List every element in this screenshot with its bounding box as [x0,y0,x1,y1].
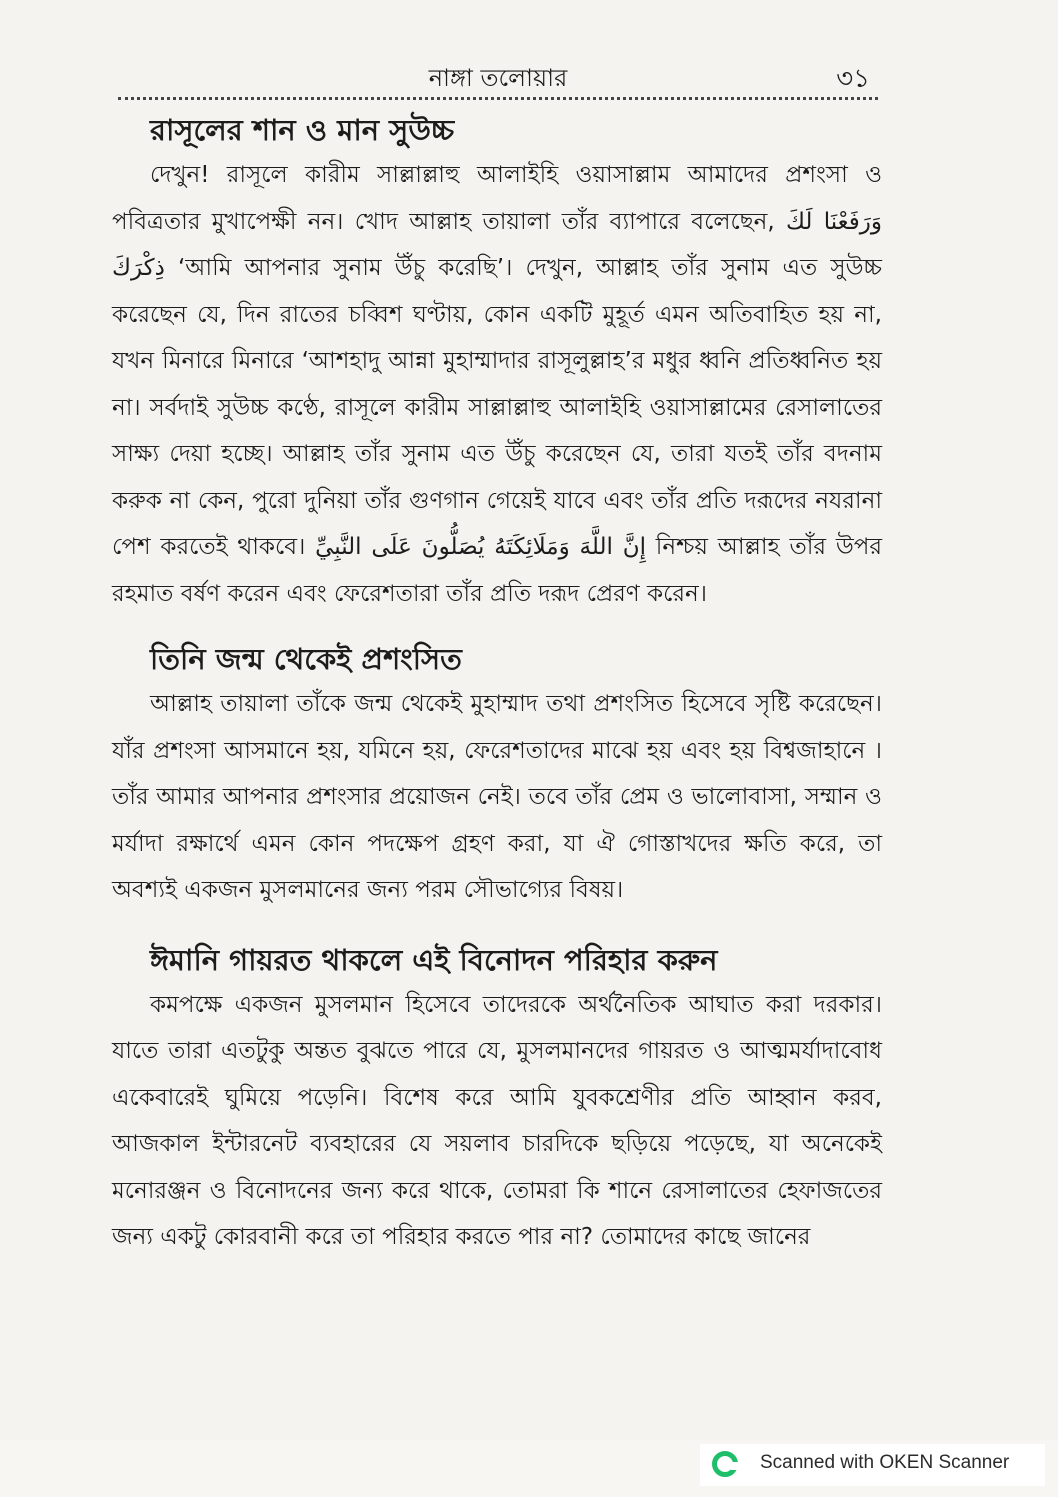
section-heading-1: রাসূলের শান ও মান সুউচ্চ [150,113,455,147]
page-body [112,108,882,1261]
section-paragraph-3: কমপক্ষে একজন মুসলমান হিসেবে তাদেরকে অর্থনৈতিক আঘাত করা দরকার। যাতে তারা এতটুকু অন্তত বুঝতে পারে যে, মুসলমানদের গায়রত ও আত্মমর্যাদাবোধ একেবারেই ঘুমিয়ে পড়েনি। বিশেষ করে আমি যুবকশ্রেণীর প্রতি আহ্বান করব, আজকাল ইন্টারনেট ব্যবহারের যে সয়লাব চারদিকে ছড়িয়ে পড়েছে, যা অনেকেই মনোরঞ্জন ও বিনোদনের জন্য করে থাকে, তোমরা কি শানে রেসালাতের হেফাজতের জন্য একটু কোরবানী করে তা পরিহার করতে পার না? তোমাদের কাছে জানের [112,991,882,1250]
scanner-watermark-text: Scanned with OKEN Scanner [760,1452,1010,1473]
running-header [118,58,878,98]
scanner-watermark [700,1444,1045,1486]
header-divider [118,97,878,100]
section-heading-2: তিনি জন্ম থেকেই প্রশংসিত [150,642,462,676]
section-paragraph-2: আল্লাহ তায়ালা তাঁকে জন্ম থেকেই মুহাম্মাদ তথা প্রশংসিত হিসেবে সৃষ্টি করেছেন। যাঁর প্রশংসা আসমানে হয়, যমিনে হয়, ফেরেশতাদের মাঝে হয় এবং হয় বিশ্বজাহানে । তাঁর আমার আপনার প্রশংসার প্রয়োজন নেই। তবে তাঁর প্রেম ও ভালোবাসা, সম্মান ও মর্যাদা রক্ষার্থে এমন কোন পদক্ষেপ গ্রহণ করা, যা ঐ গোস্তাখদের ক্ষতি করে, তা অবশ্যই একজন মুসলমানের জন্য পরম সৌভাগ্যের বিষয়। [112,691,882,903]
section-heading-3: ঈমানি গায়রত থাকলে এই বিনোদন পরিহার করুন [150,942,718,977]
section-paragraph-1: দেখুন! রাসূলে কারীম সাল্লাল্লাহু আলাইহি ওয়াসাল্লাম আমাদের প্রশংসা ও পবিত্রতার মুখাপেক্ষী নন। খোদ আল্লাহ তায়ালা তাঁর ব্যাপারে বলেছেন, وَرَفَعْنَا لَكَ ذِكْرَكَ ‘আমি আপনার সুনাম উঁচু করেছি’। দেখুন, আল্লাহ তাঁর সুনাম এত সুউচ্চ করেছেন যে, দিন রাতের চব্বিশ ঘণ্টায়, কোন একটি মুহূর্ত এমন অতিবাহিত হয় না, যখন মিনারে মিনারে ‘আশহাদু আন্না মুহাম্মাদার রাসূলুল্লাহ’র মধুর ধ্বনি প্রতিধ্বনিত হয় না। সর্বদাই সুউচ্চ কণ্ঠে, রাসূলে কারীম সাল্লাল্লাহু আলাইহি ওয়াসাল্লামের রেসালাতের সাক্ষ্য দেয়া হচ্ছে। আল্লাহ তাঁর সুনাম এত উঁচু করেছেন যে, তারা যতই তাঁর বদনাম করুক না কেন, পুরো দুনিয়া তাঁর গুণগান গেয়েই যাবে এবং তাঁর প্রতি দরূদের নযরানা পেশ করতেই থাকবে। إِنَّ اللَّهَ وَمَلَائِكَتَهُ يُصَلُّونَ عَلَى النَّبِيِّ নিশ্চয় আল্লাহ তাঁর উপর রহমাত বর্ষণ করেন এবং ফেরেশতারা তাঁর প্রতি দরূদ প্রেরণ করেন। [112,162,883,607]
page-number: ৩১ [836,64,870,94]
running-title: নাঙ্গা তলোয়ার [428,64,568,92]
scanner-logo-icon [712,1451,738,1477]
